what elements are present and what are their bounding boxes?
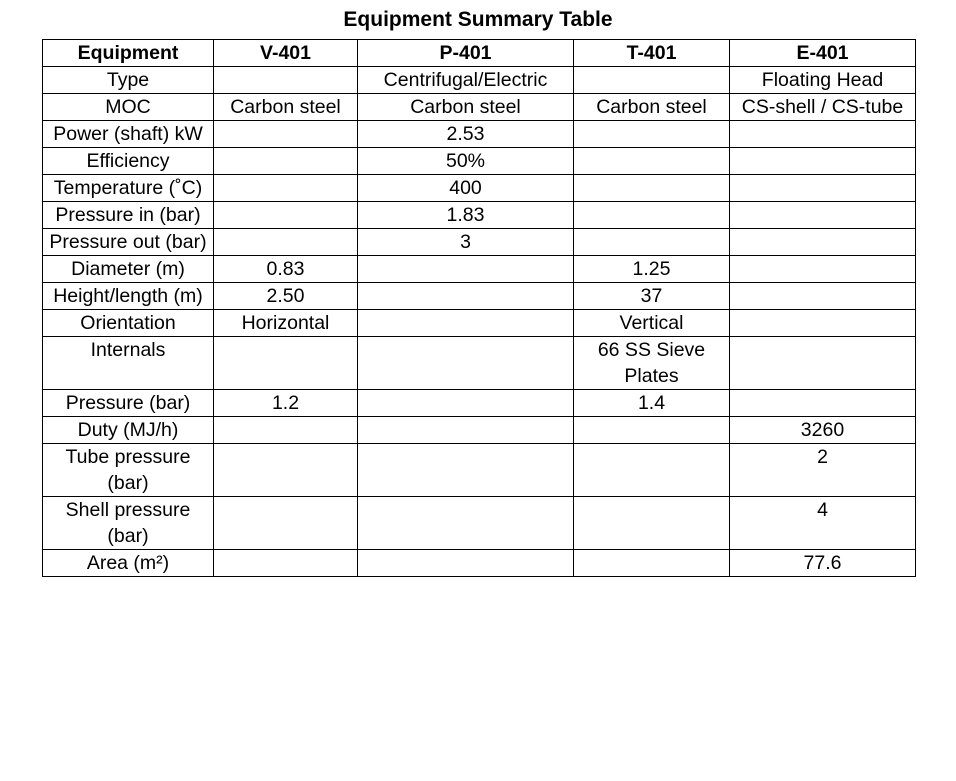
table-cell bbox=[574, 121, 730, 148]
table-row bbox=[43, 202, 916, 229]
table-row bbox=[43, 175, 916, 202]
table-cell bbox=[214, 229, 358, 256]
table-cell: 4 bbox=[730, 497, 916, 550]
table-cell bbox=[730, 202, 916, 229]
table-cell bbox=[214, 202, 358, 229]
header-v-401: V-401 bbox=[214, 40, 358, 67]
row-label: Pressure (bar) bbox=[43, 390, 214, 417]
table-cell: Carbon steel bbox=[358, 94, 574, 121]
table-cell bbox=[730, 229, 916, 256]
table-cell bbox=[214, 148, 358, 175]
table-cell bbox=[214, 175, 358, 202]
table-cell bbox=[214, 121, 358, 148]
table-cell: Carbon steel bbox=[574, 94, 730, 121]
table-cell bbox=[574, 202, 730, 229]
table-cell bbox=[730, 175, 916, 202]
table-cell: CS-shell / CS-tube bbox=[730, 94, 916, 121]
table-cell: 1.4 bbox=[574, 390, 730, 417]
table-cell bbox=[574, 67, 730, 94]
table-cell bbox=[574, 175, 730, 202]
table-cell: Vertical bbox=[574, 310, 730, 337]
table-row bbox=[43, 256, 916, 283]
table-row bbox=[43, 229, 916, 256]
table-cell: 77.6 bbox=[730, 550, 916, 577]
table-row bbox=[43, 310, 916, 337]
table-cell bbox=[574, 550, 730, 577]
table-cell: 37 bbox=[574, 283, 730, 310]
row-label: Pressure in (bar) bbox=[43, 202, 214, 229]
table-cell bbox=[358, 283, 574, 310]
table-cell bbox=[730, 148, 916, 175]
table-cell: 1.2 bbox=[214, 390, 358, 417]
row-label: Height/length (m) bbox=[43, 283, 214, 310]
table-cell bbox=[358, 256, 574, 283]
table-cell: 3 bbox=[358, 229, 574, 256]
table-cell bbox=[730, 337, 916, 390]
row-label: Orientation bbox=[43, 310, 214, 337]
table-row bbox=[43, 94, 916, 121]
table-cell bbox=[730, 390, 916, 417]
row-label: Internals bbox=[43, 337, 214, 390]
table-cell: 400 bbox=[358, 175, 574, 202]
row-label: Temperature (˚C) bbox=[43, 175, 214, 202]
table-cell: Horizontal bbox=[214, 310, 358, 337]
table-cell bbox=[358, 310, 574, 337]
row-label: Diameter (m) bbox=[43, 256, 214, 283]
table-cell bbox=[214, 444, 358, 497]
header-t-401: T-401 bbox=[574, 40, 730, 67]
table-row bbox=[43, 148, 916, 175]
row-label: Pressure out (bar) bbox=[43, 229, 214, 256]
table-cell bbox=[574, 417, 730, 444]
table-cell bbox=[730, 283, 916, 310]
table-cell bbox=[358, 390, 574, 417]
table-cell bbox=[574, 148, 730, 175]
table-row bbox=[43, 497, 916, 550]
table-cell bbox=[358, 550, 574, 577]
table-row bbox=[43, 337, 916, 390]
row-label: Power (shaft) kW bbox=[43, 121, 214, 148]
table-cell: Carbon steel bbox=[214, 94, 358, 121]
table-row bbox=[43, 390, 916, 417]
table-cell bbox=[214, 417, 358, 444]
row-label: Duty (MJ/h) bbox=[43, 417, 214, 444]
table-cell bbox=[358, 497, 574, 550]
table-cell: Centrifugal/Electric bbox=[358, 67, 574, 94]
table-cell: Floating Head bbox=[730, 67, 916, 94]
table-cell: 2 bbox=[730, 444, 916, 497]
row-label: Tube pressure (bar) bbox=[43, 444, 214, 497]
table-row bbox=[43, 550, 916, 577]
table-cell bbox=[214, 67, 358, 94]
table-cell bbox=[358, 417, 574, 444]
row-label: MOC bbox=[43, 94, 214, 121]
header-row bbox=[43, 40, 916, 67]
table-cell bbox=[214, 550, 358, 577]
table-cell bbox=[730, 310, 916, 337]
table-cell bbox=[574, 229, 730, 256]
table-cell: 50% bbox=[358, 148, 574, 175]
table-title: Equipment Summary Table bbox=[343, 8, 613, 31]
header-equipment: Equipment bbox=[43, 40, 214, 67]
table-row bbox=[43, 417, 916, 444]
table-body bbox=[43, 67, 916, 577]
table-row bbox=[43, 121, 916, 148]
row-label: Shell pressure (bar) bbox=[43, 497, 214, 550]
table-cell bbox=[730, 121, 916, 148]
table-cell: 2.53 bbox=[358, 121, 574, 148]
table-cell: 1.25 bbox=[574, 256, 730, 283]
table-cell: 66 SS Sieve Plates bbox=[574, 337, 730, 390]
table-row bbox=[43, 67, 916, 94]
table-cell bbox=[214, 497, 358, 550]
table-row bbox=[43, 444, 916, 497]
table-cell bbox=[574, 497, 730, 550]
table-cell: 3260 bbox=[730, 417, 916, 444]
row-label: Efficiency bbox=[43, 148, 214, 175]
table-cell: 2.50 bbox=[214, 283, 358, 310]
equipment-summary-table bbox=[42, 39, 916, 577]
table-cell bbox=[214, 337, 358, 390]
table-cell bbox=[358, 337, 574, 390]
header-e-401: E-401 bbox=[730, 40, 916, 67]
header-p-401: P-401 bbox=[358, 40, 574, 67]
table-cell: 0.83 bbox=[214, 256, 358, 283]
row-label: Type bbox=[43, 67, 214, 94]
table-cell: 1.83 bbox=[358, 202, 574, 229]
row-label: Area (m²) bbox=[43, 550, 214, 577]
table-cell bbox=[358, 444, 574, 497]
table-cell bbox=[730, 256, 916, 283]
table-cell bbox=[574, 444, 730, 497]
table-row bbox=[43, 283, 916, 310]
